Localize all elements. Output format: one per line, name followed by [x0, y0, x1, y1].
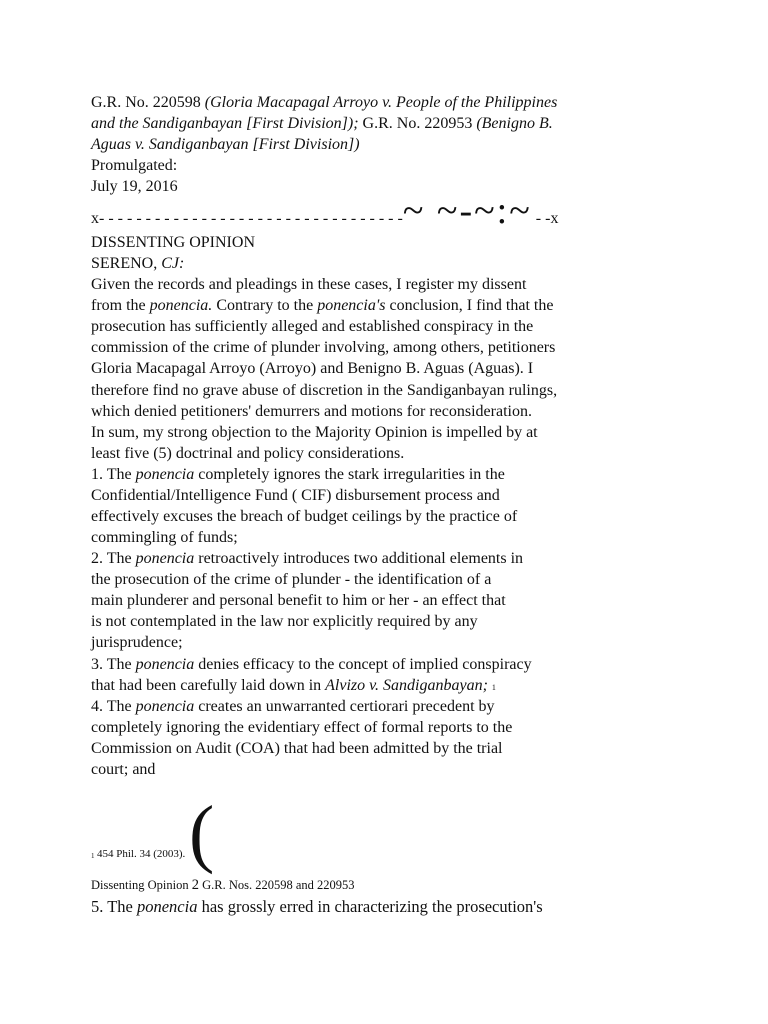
- text-run: 3. The: [91, 655, 132, 673]
- italic-term: ponencia: [136, 897, 198, 916]
- text-run: from the: [91, 297, 146, 315]
- text-run: completely ignores the stark irregularities in the: [198, 465, 505, 483]
- text-run: retroactively introduces two additional elements in: [198, 550, 524, 568]
- text-run: 4. The: [91, 697, 132, 715]
- promulgated-date: July 19, 2016: [91, 178, 178, 195]
- text-line: completely ignoring the evidentiary effect of formal reports to the: [91, 718, 513, 736]
- case-title: (Benigno B.: [476, 115, 553, 132]
- italic-term: ponencia.: [149, 297, 213, 315]
- case-title: Aguas v. Sandiganbayan [First Division]): [91, 136, 360, 153]
- text-run: 2. The: [91, 550, 132, 568]
- list-item-line: [91, 464, 557, 485]
- text-line: Given the records and pleadings in these cases, I register my dissent: [91, 276, 527, 294]
- text-run: that had been carefully laid down in: [91, 676, 322, 694]
- list-item-line: [91, 896, 543, 917]
- footnote-ref: 1: [491, 682, 496, 692]
- case-citation: Alvizo v. Sandiganbayan;: [325, 676, 488, 694]
- case-title: and the Sandiganbayan [First Division]);: [91, 115, 359, 132]
- text-run: creates an unwarranted certiorari precedent by: [198, 697, 495, 715]
- text-run: 1. The: [91, 465, 132, 483]
- separator-line: [91, 190, 559, 232]
- stray-parenthesis: (: [189, 791, 215, 875]
- running-header-title: Dissenting Opinion: [91, 878, 189, 892]
- opinion-body: [91, 232, 557, 780]
- running-header-cases: G.R. Nos. 220598 and 220953: [202, 878, 355, 892]
- text-line: least five (5) doctrinal and policy considerations.: [91, 444, 405, 462]
- caption-line: [91, 113, 557, 134]
- text-line: effectively excuses the breach of budget ceilings by the practice of: [91, 508, 518, 526]
- text-line: the prosecution of the crime of plunder - the identification of a: [91, 571, 492, 589]
- text-run: denies efficacy to the concept of implied conspiracy: [198, 655, 532, 673]
- text-line: jurisprudence;: [91, 634, 183, 652]
- text-run: conclusion, I find that the: [389, 297, 554, 315]
- text-line: commission of the crime of plunder involving, among others, petitioners: [91, 339, 556, 357]
- opinion-heading: DISSENTING OPINION: [91, 234, 255, 251]
- list-item-line: [91, 696, 557, 717]
- list-item-line: [91, 654, 557, 675]
- italic-term: ponencia: [135, 465, 195, 483]
- text-line: Gloria Macapagal Arroyo (Arroyo) and Benigno B. Aguas (Aguas). I: [91, 360, 534, 378]
- text-line: [91, 675, 557, 696]
- page-number: 2: [191, 877, 199, 893]
- separator-end: - -x: [535, 210, 559, 227]
- text-line: therefore find no grave abuse of discretion in the Sandiganbayan rulings,: [91, 381, 558, 399]
- author-name: SERENO,: [91, 255, 158, 273]
- separator: [91, 190, 559, 232]
- promulgated-label: Promulgated:: [91, 157, 178, 174]
- text-run: Contrary to the: [216, 297, 314, 315]
- text-run: has grossly erred in characterizing the prosecution's: [201, 897, 543, 916]
- case-title: (Gloria Macapagal Arroyo v. People of the Philippines: [204, 94, 558, 111]
- footnote-marker: 1: [91, 852, 95, 860]
- separator-dashes: x- - - - - - - - - - - - - - - - - - - - - - - - - - - - - - - - -: [91, 210, 403, 227]
- text-line: Commission on Audit (COA) that had been admitted by the trial: [91, 739, 503, 757]
- text-line: In sum, my strong objection to the Majority Opinion is impelled by at: [91, 423, 538, 441]
- caption-line: [91, 134, 557, 155]
- author-line: [91, 253, 557, 274]
- author-title: CJ:: [161, 255, 185, 273]
- footnote-citation: 454 Phil. 34 (2003).: [97, 848, 186, 860]
- text-run: 5. The: [91, 897, 133, 916]
- text-line: prosecution has sufficiently alleged and established conspiracy in the: [91, 318, 534, 336]
- italic-term: ponencia: [135, 697, 195, 715]
- running-header: [91, 879, 355, 892]
- list-item-5: [91, 896, 543, 917]
- italic-term: ponencia's: [317, 297, 386, 315]
- text-line: is not contemplated in the law nor explicitly required by any: [91, 613, 478, 631]
- separator-tildes: ~ ~-~:~: [402, 190, 532, 232]
- text-line: court; and: [91, 760, 156, 778]
- text-line: [91, 295, 557, 316]
- case-caption: [91, 92, 557, 197]
- list-item-line: [91, 548, 557, 569]
- text-line: which denied petitioners' demurrers and motions for reconsideration.: [91, 402, 532, 420]
- text-line: main plunderer and personal benefit to him or her - an effect that: [91, 592, 506, 610]
- italic-term: ponencia: [135, 655, 195, 673]
- text-line: commingling of funds;: [91, 529, 238, 547]
- case-number: G.R. No. 220953: [362, 115, 473, 132]
- case-number: G.R. No. 220598: [91, 94, 201, 111]
- italic-term: ponencia: [135, 550, 195, 568]
- text-line: Confidential/Intelligence Fund ( CIF) disbursement process and: [91, 486, 500, 504]
- caption-line: [91, 92, 557, 113]
